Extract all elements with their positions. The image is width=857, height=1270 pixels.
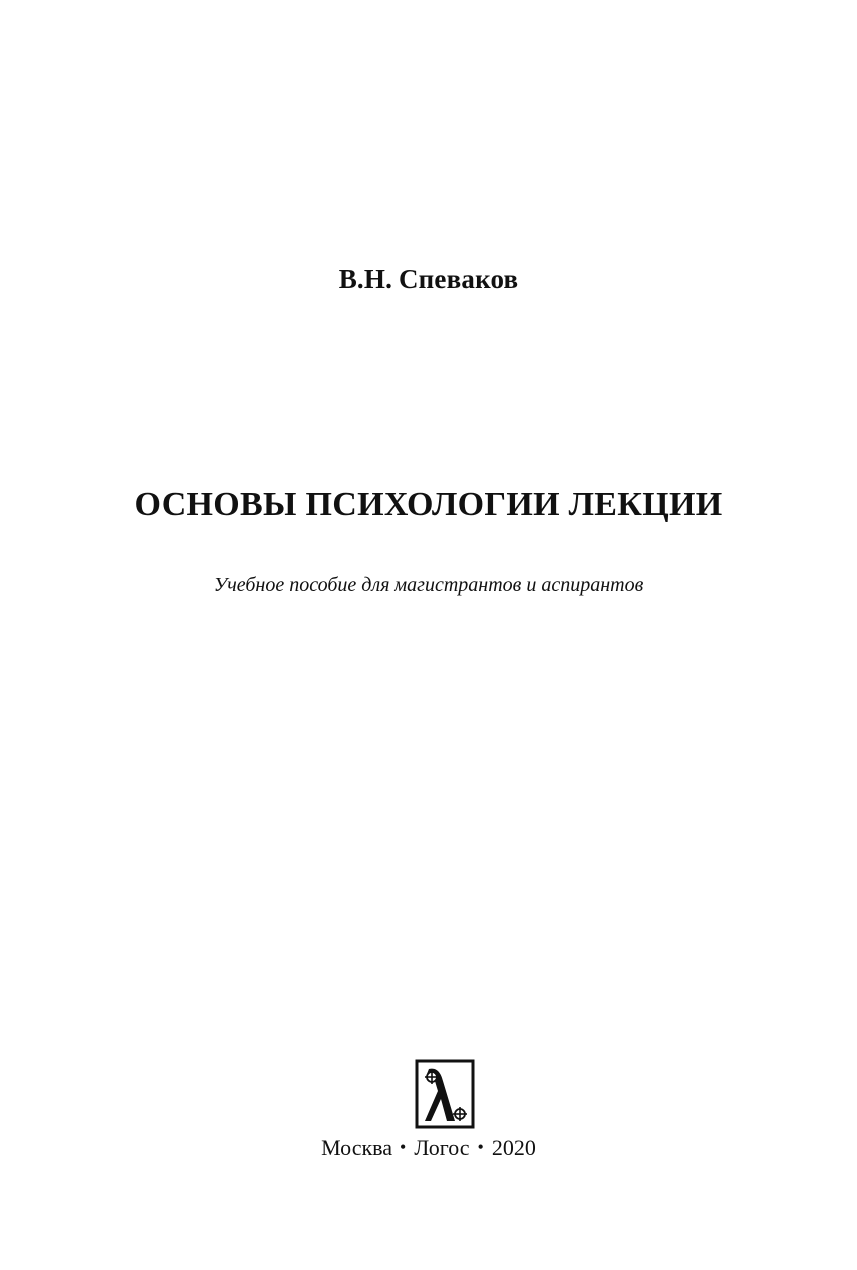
book-title: ОСНОВЫ ПСИХОЛОГИИ ЛЕКЦИИ (134, 486, 723, 523)
imprint-line (0, 1135, 857, 1161)
author-name: В.Н. Спеваков (338, 264, 519, 294)
book-subtitle: Учебное пособие для магистрантов и аспирантов (213, 574, 644, 596)
imprint-separator: • (400, 1137, 407, 1157)
imprint-separator: • (477, 1137, 484, 1157)
imprint-publisher: Логос (414, 1135, 470, 1160)
imprint-year: 2020 (491, 1135, 536, 1160)
imprint-city: Москва (321, 1135, 393, 1160)
publisher-logo-icon (415, 1059, 475, 1129)
